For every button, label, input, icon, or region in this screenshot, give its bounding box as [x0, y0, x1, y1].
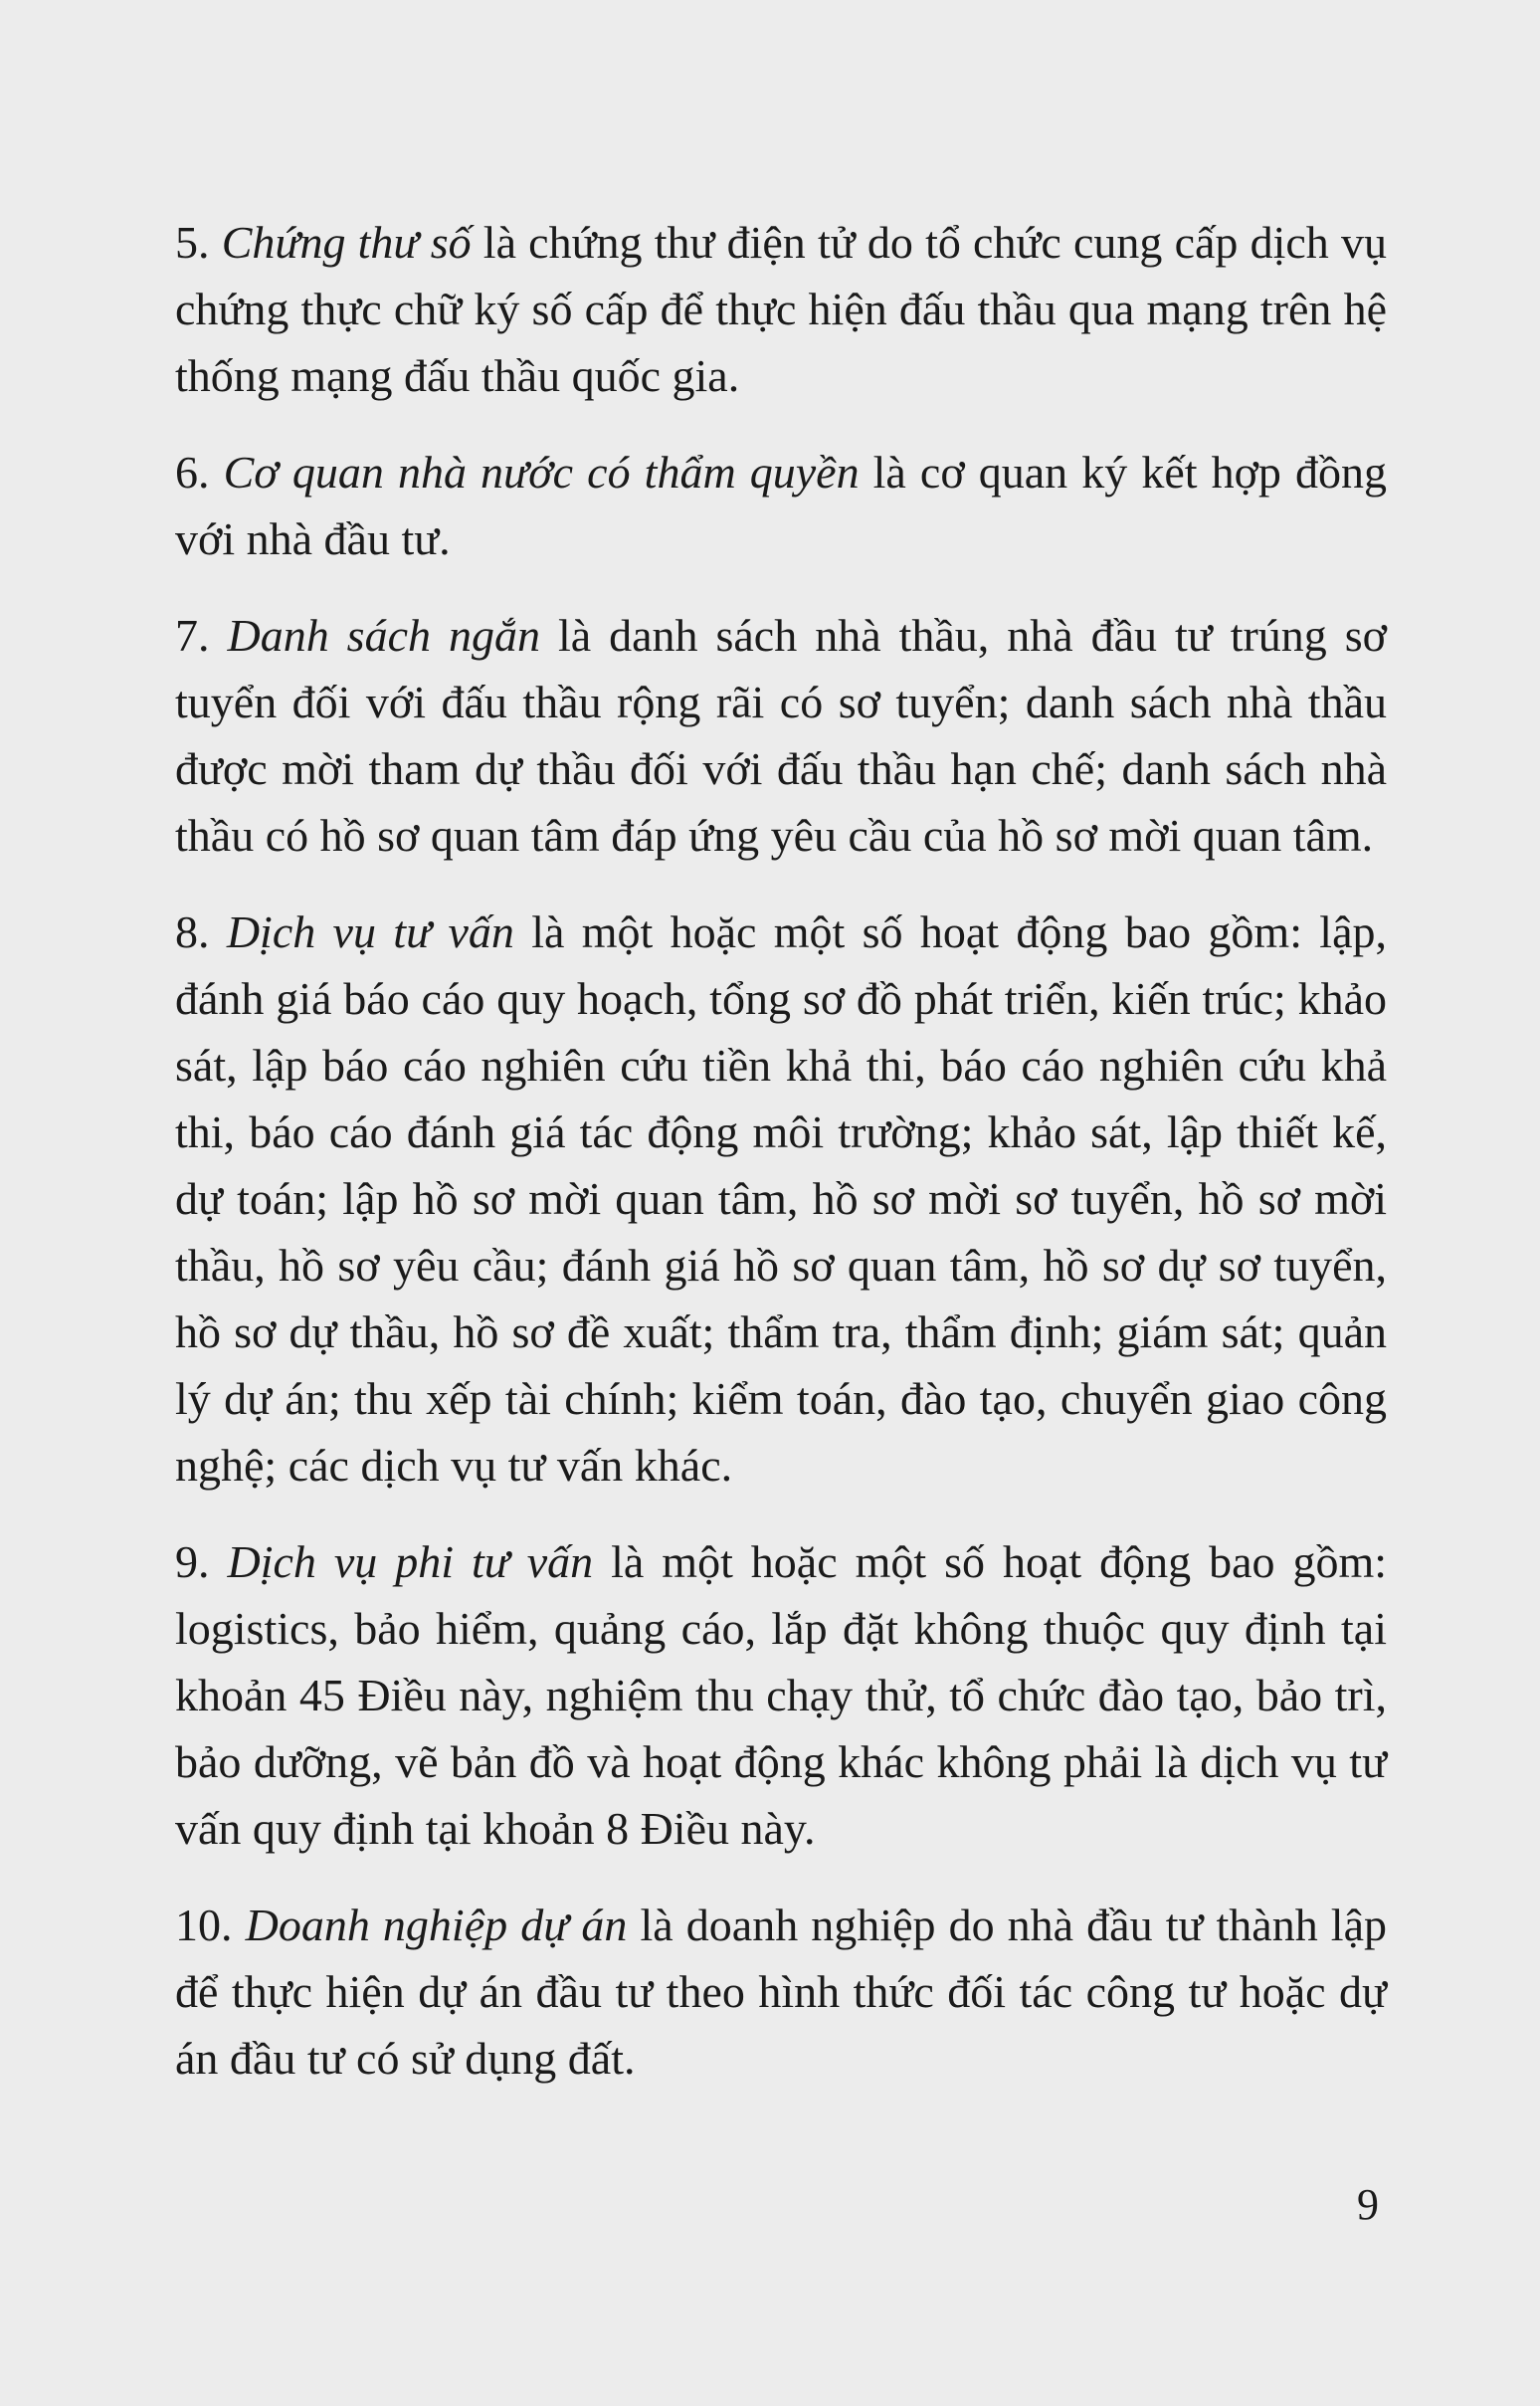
clause-7	[175, 602, 1387, 869]
clause-number: 7.	[175, 610, 228, 661]
definition-text: là doanh nghiệp do nhà đầu tư thành lập để thực hiện dự án đầu tư theo hình thức đối tác công tư hoặc dự án đầu tư có sử dụng đất.	[175, 1900, 1387, 2084]
page-number: 9	[1357, 2180, 1379, 2229]
clause-number: 5.	[175, 217, 222, 268]
defined-term: Dịch vụ phi tư vấn	[227, 1536, 594, 1587]
clause-9	[175, 1528, 1387, 1862]
definition-text: là chứng thư điện tử do tổ chức cung cấp dịch vụ chứng thực chữ ký số cấp để thực hiện đấu thầu qua mạng trên hệ thống mạng đấu thầu quốc gia.	[175, 217, 1387, 401]
clause-number: 10.	[175, 1900, 246, 1950]
clause-number: 6.	[175, 447, 224, 498]
definition-text: là một hoặc một số hoạt động bao gồm: logistics, bảo hiểm, quảng cáo, lắp đặt không thuộc quy định tại khoản 45 Điều này, nghiệm thu chạy thử, tổ chức đào tạo, bảo trì, bảo dưỡng, vẽ bản đồ và hoạt động khác không phải là dịch vụ tư vấn quy định tại khoản 8 Điều này.	[175, 1536, 1388, 1854]
clause-number: 8.	[175, 906, 227, 957]
clause-10	[175, 1892, 1387, 2092]
defined-term: Cơ quan nhà nước có thẩm quyền	[223, 447, 860, 498]
definition-text: là một hoặc một số hoạt động bao gồm: lập, đánh giá báo cáo quy hoạch, tổng sơ đồ phát triển, kiến trúc; khảo sát, lập báo cáo nghiên cứu tiền khả thi, báo cáo nghiên cứu khả thi, báo cáo đánh giá tác động môi trường; khảo sát, lập thiết kế, dự toán; lập hồ sơ mời quan tâm, hồ sơ mời sơ tuyển, hồ sơ mời thầu, hồ sơ yêu cầu; đánh giá hồ sơ quan tâm, hồ sơ dự sơ tuyển, hồ sơ dự thầu, hồ sơ đề xuất; thẩm tra, thẩm định; giám sát; quản lý dự án; thu xếp tài chính; kiểm toán, đào tạo, chuyển giao công nghệ; các dịch vụ tư vấn khác.	[175, 906, 1388, 1491]
clause-5	[175, 209, 1387, 409]
clause-number: 9.	[175, 1536, 228, 1587]
defined-term: Dịch vụ tư vấn	[226, 906, 514, 957]
defined-term: Danh sách ngắn	[227, 610, 540, 661]
defined-term: Chứng thư số	[221, 217, 472, 268]
page-body	[175, 209, 1387, 2121]
definition-text: là cơ quan ký kết hợp đồng với nhà đầu tư.	[175, 447, 1387, 564]
clause-8	[175, 899, 1387, 1499]
defined-term: Doanh nghiệp dự án	[245, 1900, 628, 1950]
definition-text: là danh sách nhà thầu, nhà đầu tư trúng sơ tuyển đối với đấu thầu rộng rãi có sơ tuyển; danh sách nhà thầu được mời tham dự thầu đối với đấu thầu hạn chế; danh sách nhà thầu có hồ sơ quan tâm đáp ứng yêu cầu của hồ sơ mời quan tâm.	[175, 610, 1388, 861]
clause-6	[175, 439, 1387, 572]
